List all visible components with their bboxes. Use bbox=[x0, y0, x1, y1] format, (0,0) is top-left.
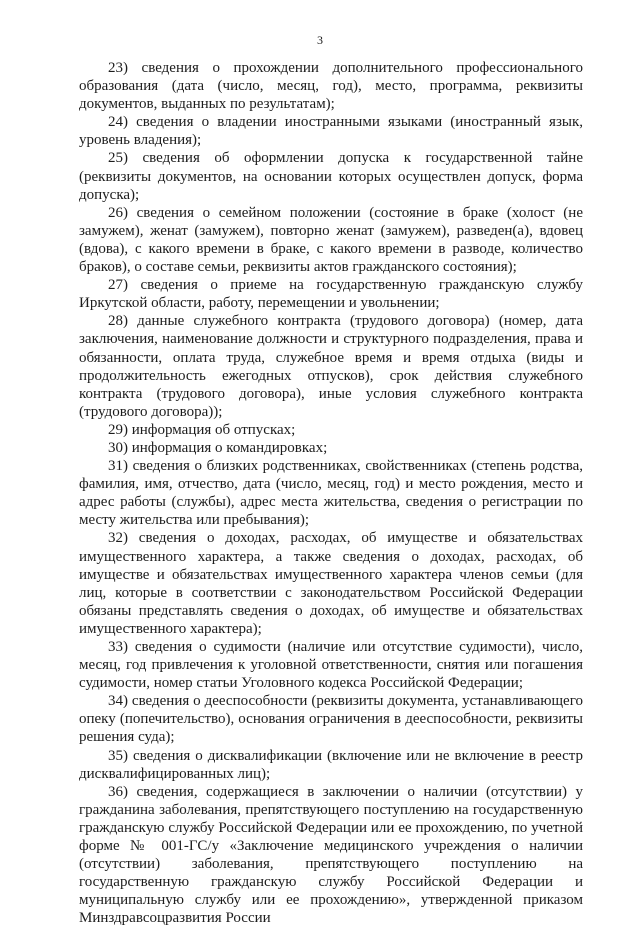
list-item-34: 34) сведения о дееспособности (реквизиты документа, устанавливающего опеку (попечительство), основания ограничения в дееспособности, реквизиты решения суда); bbox=[79, 693, 583, 746]
list-item-29: 29) информация об отпусках; bbox=[108, 421, 296, 438]
list-item-30: 30) информация о командировках; bbox=[108, 439, 328, 456]
document-body bbox=[79, 59, 583, 928]
list-item-27: 27) сведения о приеме на государственную гражданскую службу Иркутской области, работу, перемещении и увольнении; bbox=[79, 277, 583, 312]
list-item-26: 26) сведения о семейном положении (состояние в браке (холост (не замужем), женат (замужем), повторно женат (замужем), разведен(а), вдовец (вдова), с какого времени в браке, с какого времени в разводе, количество браков), о составе семьи, реквизиты актов гражданского состояния); bbox=[79, 204, 583, 276]
list-item-32: 32) сведения о доходах, расходах, об имуществе и обязательствах имущественного характера, а также сведения о доходах, расходах, об имуществе и обязательствах имущественного характера членов семьи (для лиц, которые в соответствии с законодательством Российской Федерации обязаны представлять сведения о доходах, об имуществе и обязательствах имущественного характера); bbox=[79, 530, 583, 637]
list-item-24: 24) сведения о владении иностранными языками (иностранный язык, уровень владения); bbox=[79, 114, 583, 149]
list-item-35: 35) сведения о дисквалификации (включение или не включение в реестр дисквалифицированных лиц); bbox=[79, 747, 583, 782]
list-item-28: 28) данные служебного контракта (трудового договора) (номер, дата заключения, наименование должности и структурного подразделения, права и обязанности, оплата труда, служебное время и время отдыха (виды и продолжительность ежегодных отпусков), срок действия служебного контракта (трудового договора), иные условия служебного контракта (трудового договора)); bbox=[79, 313, 583, 420]
page-number: 3 bbox=[317, 33, 323, 47]
list-item-23: 23) сведения о прохождении дополнительного профессионального образования (дата (число, месяц, год), место, программа, реквизиты документов, выданных по результатам); bbox=[79, 60, 583, 113]
list-item-31: 31) сведения о близких родственниках, свойственниках (степень родства, фамилия, имя, отчество, дата (число, месяц, год) и место рождения, место и адрес работы (службы), адрес места жительства, сведения о регистрации по месту жительства или пребывания); bbox=[79, 458, 583, 529]
list-item-36: 36) сведения, содержащиеся в заключении о наличии (отсутствии) у гражданина заболевания, препятствующего поступлению на государственную гражданскую службу Российской Федерации или ее прохождению, по учетной форме № 001-ГС/у «Заключение медицинского учреждения о наличии (отсутствии) заболевания, препятствующего поступлению на государственную гражданскую службу Российской Федерации и муниципальную службу или ее прохождению», утвержденной приказом Минздравсоцразвития России bbox=[79, 783, 583, 927]
list-item-33: 33) сведения о судимости (наличие или отсутствие судимости), число, месяц, год привлечения к уголовной ответственности, снятия или погашения судимости, номер статьи Уголовного кодекса Российской Федерации; bbox=[79, 639, 583, 692]
list-item-25: 25) сведения об оформлении допуска к государственной тайне (реквизиты документов, на основании которых осуществлен допуск, форма допуска); bbox=[79, 150, 583, 203]
